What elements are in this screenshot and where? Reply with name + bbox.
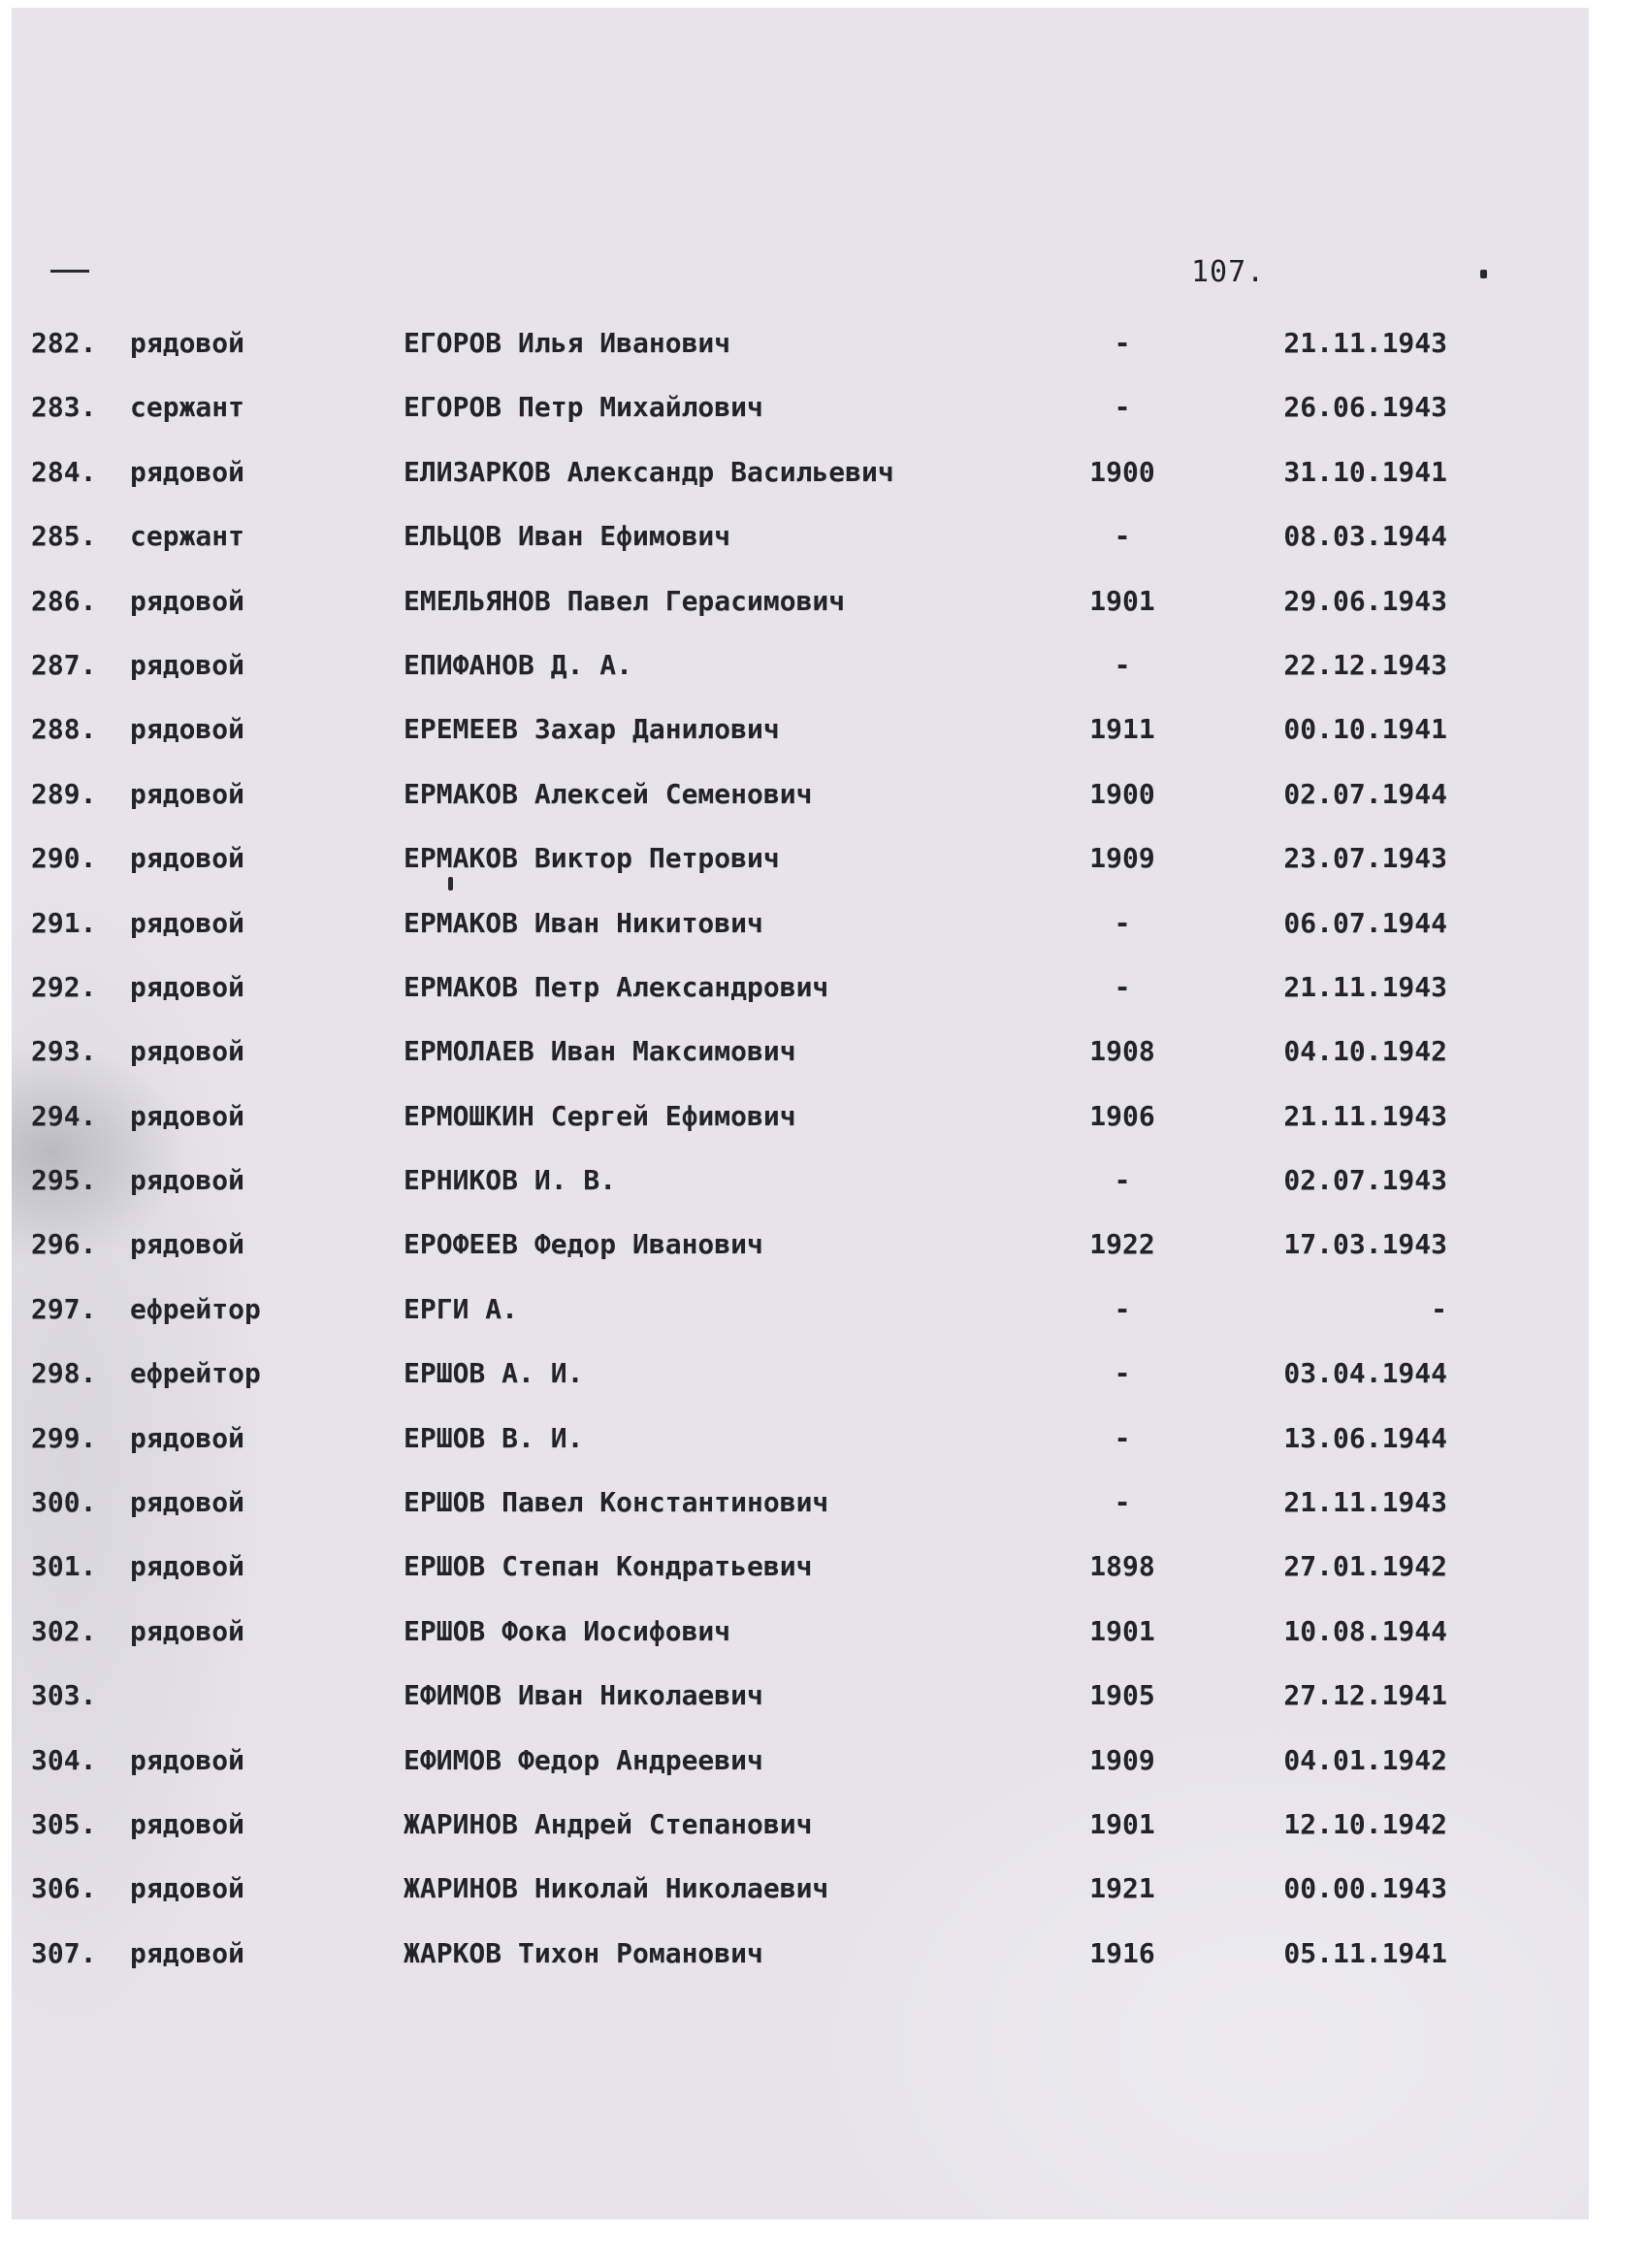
row-number: 290.: [31, 842, 97, 875]
list-row: [12, 1290, 1589, 1354]
list-row: [12, 1547, 1589, 1611]
military-rank: рядовой: [130, 1550, 245, 1583]
birth-year: 1900: [1089, 455, 1155, 488]
row-number: 300.: [31, 1486, 97, 1519]
birth-year: -: [1114, 1292, 1131, 1325]
row-number: 303.: [31, 1679, 97, 1712]
person-name: ЖАРИНОВ Андрей Степанович: [404, 1807, 813, 1840]
row-number: 299.: [31, 1421, 97, 1454]
death-date: 03.04.1944: [1283, 1357, 1447, 1390]
birth-year: 1908: [1089, 1035, 1155, 1068]
death-date: 06.07.1944: [1283, 906, 1447, 939]
death-date: 04.10.1942: [1283, 1035, 1447, 1068]
military-rank: сержант: [130, 520, 245, 553]
row-number: 282.: [31, 327, 97, 359]
birth-year: -: [1114, 648, 1131, 681]
person-name: ЕРШОВ Павел Константинович: [404, 1486, 829, 1519]
death-date: 26.06.1943: [1283, 391, 1447, 424]
death-date: 12.10.1942: [1283, 1807, 1447, 1840]
military-rank: рядовой: [130, 327, 245, 359]
death-date: 23.07.1943: [1283, 842, 1447, 875]
birth-year: 1906: [1089, 1099, 1155, 1132]
military-rank: ефрейтор: [130, 1357, 261, 1390]
list-row: [12, 710, 1589, 774]
list-row: [12, 1225, 1589, 1289]
row-number: 305.: [31, 1807, 97, 1840]
list-row: [12, 1032, 1589, 1096]
person-name: ЕРШОВ Степан Кондратьевич: [404, 1550, 813, 1583]
military-rank: рядовой: [130, 1099, 245, 1132]
military-rank: рядовой: [130, 1164, 245, 1197]
birth-year: 1909: [1089, 1743, 1155, 1776]
military-rank: ефрейтор: [130, 1292, 261, 1325]
birth-year: 1901: [1089, 1807, 1155, 1840]
list-row: [12, 1097, 1589, 1161]
list-row: [12, 324, 1589, 388]
scan-mark-top-left: [50, 270, 89, 273]
list-row: [12, 646, 1589, 710]
scanned-page: [12, 8, 1589, 2219]
death-date: 13.06.1944: [1283, 1421, 1447, 1454]
person-name: ЕРМАКОВ Алексей Семенович: [404, 777, 813, 810]
list-row: [12, 582, 1589, 646]
row-number: 284.: [31, 455, 97, 488]
military-rank: рядовой: [130, 1872, 245, 1905]
row-number: 298.: [31, 1357, 97, 1390]
death-date: 21.11.1943: [1283, 1099, 1447, 1132]
person-name: ЕЛИЗАРКОВ Александр Васильевич: [404, 455, 894, 488]
military-rank: рядовой: [130, 1807, 245, 1840]
birth-year: 1898: [1089, 1550, 1155, 1583]
death-date: 27.12.1941: [1283, 1679, 1447, 1712]
row-number: 293.: [31, 1035, 97, 1068]
birth-year: 1901: [1089, 584, 1155, 617]
death-date: 22.12.1943: [1283, 648, 1447, 681]
birth-year: 1905: [1089, 1679, 1155, 1712]
military-rank: рядовой: [130, 455, 245, 488]
birth-year: -: [1114, 520, 1131, 553]
row-number: 288.: [31, 713, 97, 746]
birth-year: 1922: [1089, 1228, 1155, 1261]
person-name: ЖАРКОВ Тихон Романович: [404, 1936, 763, 1969]
row-number: 304.: [31, 1743, 97, 1776]
list-row: [12, 1676, 1589, 1740]
row-number: 283.: [31, 391, 97, 424]
birth-year: -: [1114, 327, 1131, 359]
death-date: 21.11.1943: [1283, 970, 1447, 1003]
death-date: 00.10.1941: [1283, 713, 1447, 746]
list-row: [12, 968, 1589, 1032]
birth-year: 1901: [1089, 1614, 1155, 1647]
military-rank: рядовой: [130, 1228, 245, 1261]
birth-year: -: [1114, 1164, 1131, 1197]
person-name: ЕРШОВ Фока Иосифович: [404, 1614, 731, 1647]
birth-year: 1900: [1089, 777, 1155, 810]
death-date: 05.11.1941: [1283, 1936, 1447, 1969]
military-rank: рядовой: [130, 777, 245, 810]
death-date: 08.03.1944: [1283, 520, 1447, 553]
death-date: 29.06.1943: [1283, 584, 1447, 617]
row-number: 285.: [31, 520, 97, 553]
person-name: ЕГОРОВ Илья Иванович: [404, 327, 731, 359]
row-number: 287.: [31, 648, 97, 681]
military-rank: рядовой: [130, 713, 245, 746]
military-rank: рядовой: [130, 906, 245, 939]
list-row: [12, 1161, 1589, 1225]
person-name: ЕФИМОВ Федор Андреевич: [404, 1743, 763, 1776]
death-date: 00.00.1943: [1283, 1872, 1447, 1905]
death-date: -: [1431, 1292, 1447, 1325]
military-rank: рядовой: [130, 1035, 245, 1068]
birth-year: -: [1114, 970, 1131, 1003]
birth-year: -: [1114, 1357, 1131, 1390]
person-name: ЕРШОВ В. И.: [404, 1421, 584, 1454]
list-row: [12, 517, 1589, 581]
row-number: 292.: [31, 970, 97, 1003]
military-rank: рядовой: [130, 1614, 245, 1647]
person-name: ЕРМАКОВ Петр Александрович: [404, 970, 829, 1003]
birth-year: -: [1114, 391, 1131, 424]
military-rank: сержант: [130, 391, 245, 424]
death-date: 02.07.1943: [1283, 1164, 1447, 1197]
death-date: 04.01.1942: [1283, 1743, 1447, 1776]
person-name: ЕРНИКОВ И. В.: [404, 1164, 617, 1197]
list-row: [12, 1869, 1589, 1933]
casualty-list: [12, 324, 1589, 1998]
list-row: [12, 388, 1589, 452]
list-row: [12, 904, 1589, 968]
scan-mark-top-right: [1480, 270, 1487, 278]
military-rank: рядовой: [130, 1743, 245, 1776]
row-number: 289.: [31, 777, 97, 810]
person-name: ЕРОФЕЕВ Федор Иванович: [404, 1228, 763, 1261]
person-name: ЕЛЬЦОВ Иван Ефимович: [404, 520, 731, 553]
row-number: 307.: [31, 1936, 97, 1969]
person-name: ЕМЕЛЬЯНОВ Павел Герасимович: [404, 584, 846, 617]
row-number: 306.: [31, 1872, 97, 1905]
death-date: 10.08.1944: [1283, 1614, 1447, 1647]
row-number: 295.: [31, 1164, 97, 1197]
person-name: ЕРМАКОВ Виктор Петрович: [404, 842, 780, 875]
birth-year: -: [1114, 906, 1131, 939]
row-number: 297.: [31, 1292, 97, 1325]
list-row: [12, 839, 1589, 903]
death-date: 21.11.1943: [1283, 1486, 1447, 1519]
list-row: [12, 1934, 1589, 1998]
list-row: [12, 1483, 1589, 1547]
military-rank: рядовой: [130, 970, 245, 1003]
list-row: [12, 1741, 1589, 1805]
person-name: ЕПИФАНОВ Д. А.: [404, 648, 633, 681]
row-number: 296.: [31, 1228, 97, 1261]
birth-year: -: [1114, 1421, 1131, 1454]
birth-year: 1916: [1089, 1936, 1155, 1969]
birth-year: 1909: [1089, 842, 1155, 875]
death-date: 17.03.1943: [1283, 1228, 1447, 1261]
list-row: [12, 1805, 1589, 1869]
person-name: ЕРШОВ А. И.: [404, 1357, 584, 1390]
list-row: [12, 1354, 1589, 1418]
row-number: 286.: [31, 584, 97, 617]
row-number: 301.: [31, 1550, 97, 1583]
person-name: ЕГОРОВ Петр Михайлович: [404, 391, 763, 424]
page-number: 107.: [1191, 255, 1266, 289]
death-date: 02.07.1944: [1283, 777, 1447, 810]
military-rank: рядовой: [130, 584, 245, 617]
list-row: [12, 775, 1589, 839]
person-name: ЕРГИ А.: [404, 1292, 519, 1325]
death-date: 31.10.1941: [1283, 455, 1447, 488]
person-name: ЕРМОШКИН Сергей Ефимович: [404, 1099, 796, 1132]
list-row: [12, 453, 1589, 517]
list-row: [12, 1419, 1589, 1483]
death-date: 27.01.1942: [1283, 1550, 1447, 1583]
birth-year: -: [1114, 1486, 1131, 1519]
birth-year: 1911: [1089, 713, 1155, 746]
military-rank: рядовой: [130, 1421, 245, 1454]
person-name: ЕРМОЛАЕВ Иван Максимович: [404, 1035, 796, 1068]
person-name: ЕРЕМЕЕВ Захар Данилович: [404, 713, 780, 746]
death-date: 21.11.1943: [1283, 327, 1447, 359]
person-name: ЖАРИНОВ Николай Николаевич: [404, 1872, 829, 1905]
birth-year: 1921: [1089, 1872, 1155, 1905]
military-rank: рядовой: [130, 648, 245, 681]
military-rank: рядовой: [130, 1486, 245, 1519]
person-name: ЕРМАКОВ Иван Никитович: [404, 906, 763, 939]
row-number: 291.: [31, 906, 97, 939]
row-number: 302.: [31, 1614, 97, 1647]
military-rank: рядовой: [130, 1936, 245, 1969]
list-row: [12, 1612, 1589, 1676]
row-number: 294.: [31, 1099, 97, 1132]
person-name: ЕФИМОВ Иван Николаевич: [404, 1679, 763, 1712]
military-rank: рядовой: [130, 842, 245, 875]
